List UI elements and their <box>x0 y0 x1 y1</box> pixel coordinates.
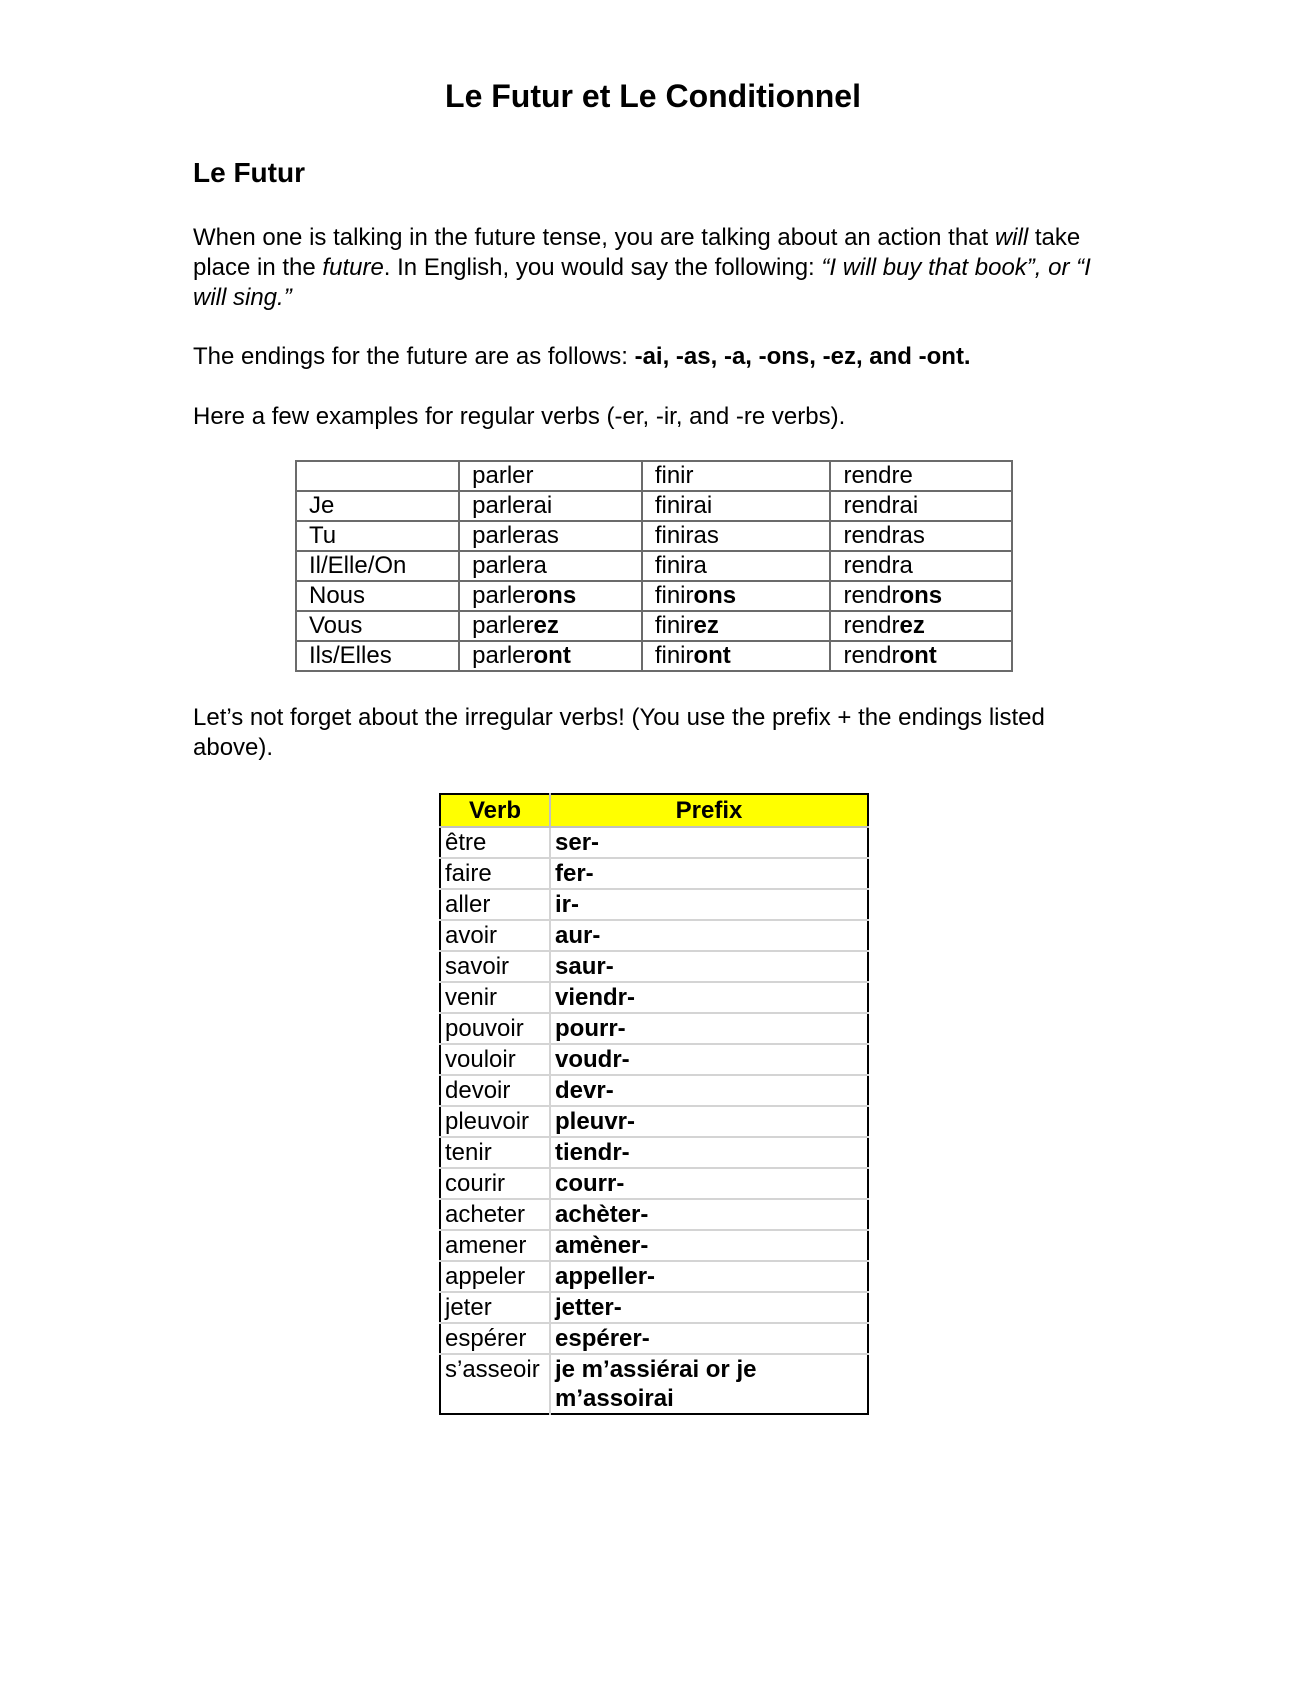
verb-stem: parler <box>472 612 534 639</box>
conjugation-row <box>296 551 1012 581</box>
endings-paragraph <box>193 342 1113 372</box>
prefix-cell: ir- <box>550 889 868 920</box>
verb-ending: ai <box>533 492 553 519</box>
irregular-header-row <box>440 794 868 827</box>
verb-cell: être <box>440 827 550 858</box>
verb-cell: savoir <box>440 951 550 982</box>
intro-text-5: . In English, you would say the following: <box>383 254 822 281</box>
irregular-verb-row <box>440 1044 868 1075</box>
irregular-paragraph: Let’s not forget about the irregular verbs! (You use the prefix + the endings listed above). <box>193 704 1045 761</box>
pronoun-cell: Ils/Elles <box>296 641 459 671</box>
verb-cell: s’asseoir <box>440 1354 550 1414</box>
verb-cell: aller <box>440 889 550 920</box>
verb-cell: vouloir <box>440 1044 550 1075</box>
verb-ending: ai <box>693 492 713 519</box>
pronoun-cell: Vous <box>296 611 459 641</box>
irregular-verb-row <box>440 858 868 889</box>
verb-column-header: Verb <box>440 794 550 827</box>
prefix-cell: pleuvr- <box>550 1106 868 1137</box>
irregular-verb-row <box>440 1261 868 1292</box>
conjugated-verb-cell <box>830 551 1012 581</box>
verb-ending: ons <box>693 582 737 609</box>
conjugated-verb-cell <box>830 521 1012 551</box>
verb-stem: rendr <box>843 552 900 579</box>
conjugated-verb-cell <box>642 641 831 671</box>
prefix-cell: devr- <box>550 1075 868 1106</box>
verb-cell: acheter <box>440 1199 550 1230</box>
prefix-cell: voudr- <box>550 1044 868 1075</box>
conjugated-verb-cell <box>642 611 831 641</box>
verb-ending: ez <box>693 612 719 639</box>
irregular-verb-row <box>440 1075 868 1106</box>
verb-ending: ont <box>533 642 571 669</box>
verb-cell: pouvoir <box>440 1013 550 1044</box>
conjugated-verb-cell <box>459 551 642 581</box>
verb-ending: ont <box>899 642 937 669</box>
verb-ending: ons <box>533 582 577 609</box>
header-cell: rendre <box>830 461 1012 491</box>
verb-stem: rendr <box>843 582 900 609</box>
irregular-verb-row <box>440 1013 868 1044</box>
conjugated-verb-cell <box>642 581 831 611</box>
conjugated-verb-cell <box>642 491 831 521</box>
conjugated-verb-cell <box>830 491 1012 521</box>
verb-ending: as <box>533 522 559 549</box>
irregular-verb-row <box>440 1168 868 1199</box>
pronoun-cell: Il/Elle/On <box>296 551 459 581</box>
verb-cell: venir <box>440 982 550 1013</box>
verb-cell: pleuvoir <box>440 1106 550 1137</box>
verb-ending: a <box>533 552 547 579</box>
verb-stem: rendr <box>843 492 900 519</box>
verb-ending: as <box>693 522 719 549</box>
verb-stem: rendr <box>843 522 900 549</box>
pronoun-cell: Je <box>296 491 459 521</box>
conjugated-verb-cell <box>642 521 831 551</box>
verb-cell: devoir <box>440 1075 550 1106</box>
verb-stem: finir <box>654 492 694 519</box>
prefix-cell: achèter- <box>550 1199 868 1230</box>
verb-cell: courir <box>440 1168 550 1199</box>
prefix-cell: jetter- <box>550 1292 868 1323</box>
verb-stem: finir <box>654 552 694 579</box>
irregular-verb-row <box>440 982 868 1013</box>
intro-text-future: future <box>322 254 384 281</box>
conjugation-table <box>295 460 1013 672</box>
verb-stem: parler <box>472 642 534 669</box>
conjugation-row <box>296 611 1012 641</box>
conjugated-verb-cell <box>459 581 642 611</box>
prefix-column-header: Prefix <box>550 794 868 827</box>
conjugation-header-row <box>296 461 1012 491</box>
verb-ending: a <box>899 552 913 579</box>
irregular-verb-row <box>440 1137 868 1168</box>
conjugated-verb-cell <box>830 641 1012 671</box>
verb-stem: rendr <box>843 612 900 639</box>
conjugation-row <box>296 521 1012 551</box>
irregular-verb-row <box>440 1292 868 1323</box>
verb-cell: espérer <box>440 1323 550 1354</box>
verb-stem: parler <box>472 582 534 609</box>
conjugated-verb-cell <box>459 491 642 521</box>
verb-ending: ai <box>899 492 919 519</box>
conjugated-verb-cell <box>830 611 1012 641</box>
verb-cell: faire <box>440 858 550 889</box>
conjugation-row <box>296 491 1012 521</box>
intro-text-example: “I will buy that book”, or “I will sing.” <box>193 254 1091 311</box>
verb-cell: tenir <box>440 1137 550 1168</box>
irregular-verb-row <box>440 1354 868 1414</box>
prefix-cell: ser- <box>550 827 868 858</box>
verb-ending: ont <box>693 642 731 669</box>
prefix-cell: viendr- <box>550 982 868 1013</box>
verb-ending: ez <box>899 612 925 639</box>
verb-ending: ez <box>533 612 559 639</box>
prefix-cell: courr- <box>550 1168 868 1199</box>
irregular-verb-row <box>440 1106 868 1137</box>
verb-cell: jeter <box>440 1292 550 1323</box>
prefix-cell: espérer- <box>550 1323 868 1354</box>
conjugated-verb-cell <box>459 611 642 641</box>
verb-stem: finir <box>654 642 694 669</box>
prefix-cell: je m’assiérai or je m’assoirai <box>555 1356 757 1412</box>
pronoun-cell: Tu <box>296 521 459 551</box>
verb-cell: appeler <box>440 1261 550 1292</box>
verb-stem: rendr <box>843 642 900 669</box>
conjugated-verb-cell <box>642 551 831 581</box>
intro-text-will: will <box>994 224 1029 251</box>
prefix-cell: fer- <box>550 858 868 889</box>
conjugation-row <box>296 581 1012 611</box>
irregular-verb-row <box>440 1323 868 1354</box>
endings-text: The endings for the future are as follows: <box>193 343 635 370</box>
prefix-cell: amèner- <box>550 1230 868 1261</box>
header-cell: finir <box>642 461 831 491</box>
verb-stem: finir <box>654 522 694 549</box>
verb-stem: parler <box>472 552 534 579</box>
prefix-cell: aur- <box>550 920 868 951</box>
conjugation-table-body <box>296 461 1012 671</box>
endings-list: -ai, -as, -a, -ons, -ez, and -ont. <box>634 343 971 370</box>
verb-stem: finir <box>654 582 694 609</box>
prefix-cell: pourr- <box>550 1013 868 1044</box>
irregular-verb-row <box>440 951 868 982</box>
verb-ending: ons <box>899 582 943 609</box>
prefix-cell: saur- <box>550 951 868 982</box>
prefix-cell: tiendr- <box>550 1137 868 1168</box>
header-cell <box>296 461 459 491</box>
conjugated-verb-cell <box>830 581 1012 611</box>
irregular-table-body <box>440 794 868 1414</box>
pronoun-cell: Nous <box>296 581 459 611</box>
section-heading: Le Futur <box>193 157 305 188</box>
irregular-verb-row <box>440 1199 868 1230</box>
verb-stem: parler <box>472 522 534 549</box>
verb-ending: a <box>693 552 707 579</box>
irregular-verb-row <box>440 827 868 858</box>
header-cell: parler <box>459 461 642 491</box>
irregular-verb-row <box>440 920 868 951</box>
irregular-verb-row <box>440 889 868 920</box>
verb-stem: finir <box>654 612 694 639</box>
conjugated-verb-cell <box>459 521 642 551</box>
verb-ending: as <box>899 522 925 549</box>
examples-paragraph: Here a few examples for regular verbs (-er, -ir, and -re verbs). <box>193 403 846 430</box>
conjugation-row <box>296 641 1012 671</box>
verb-cell: amener <box>440 1230 550 1261</box>
document-title: Le Futur et Le Conditionnel <box>445 78 861 114</box>
irregular-verbs-table <box>439 793 869 1415</box>
irregular-verb-row <box>440 1230 868 1261</box>
intro-text-3: take place in the <box>193 224 1081 281</box>
verb-cell: avoir <box>440 920 550 951</box>
intro-paragraph <box>193 223 1113 313</box>
prefix-cell: appeller- <box>550 1261 868 1292</box>
conjugated-verb-cell <box>459 641 642 671</box>
intro-text-1: When one is talking in the future tense, you are talking about an action that <box>193 224 995 251</box>
verb-stem: parler <box>472 492 534 519</box>
